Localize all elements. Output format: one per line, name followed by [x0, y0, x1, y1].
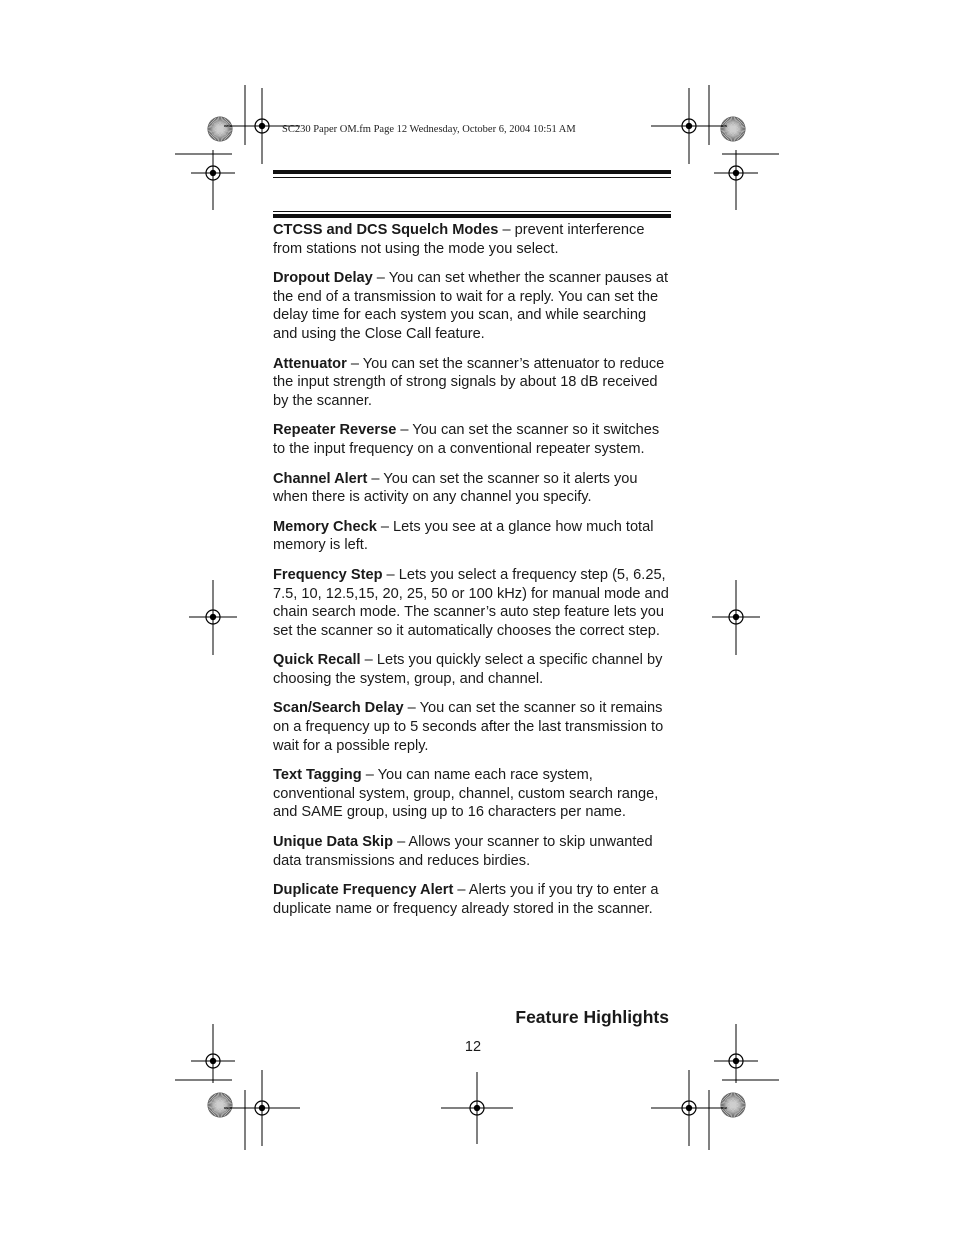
feature-title: Channel Alert	[273, 470, 368, 487]
top-rule-thick	[273, 170, 671, 174]
feature-item	[273, 518, 673, 555]
feature-description: – Alerts you if you try to enter a duplicate name or frequency already stored in the scanner.	[273, 882, 659, 917]
feature-title: Memory Check	[273, 518, 377, 535]
feature-item	[273, 269, 673, 343]
feature-item	[273, 766, 673, 822]
registration-mark-center	[474, 1105, 480, 1111]
feature-item	[273, 470, 673, 507]
section-title: Feature Highlights	[515, 1007, 669, 1027]
feature-title: Dropout Delay	[273, 270, 373, 287]
feature-title: Unique Data Skip	[273, 834, 394, 851]
feature-item	[273, 881, 673, 918]
feature-description: – You can set the scanner so it remains on a frequency up to 5 seconds after the last transmission to wait for a possible reply.	[273, 700, 664, 754]
section-rule-thin	[273, 211, 671, 212]
feature-list	[273, 221, 673, 929]
feature-title: Repeater Reverse	[273, 422, 397, 439]
feature-description: – Allows your scanner to skip unwanted data transmissions and reduces birdies.	[273, 834, 653, 869]
feature-item	[273, 651, 673, 688]
feature-title: Attenuator	[273, 355, 347, 372]
section-rule-thick	[273, 214, 671, 218]
feature-title: Frequency Step	[273, 566, 383, 583]
feature-description: – You can set the scanner so it switches to the input frequency on a conventional repeater system.	[273, 422, 660, 457]
feature-title: Duplicate Frequency Alert	[273, 882, 454, 899]
feature-description: – You can set whether the scanner pauses at the end of a transmission to wait for a reply. You can set the delay time for each system you scan, and while searching and using the Close Call feature.	[273, 270, 669, 342]
feature-title: Text Tagging	[273, 767, 362, 784]
top-rule-thin	[273, 177, 671, 178]
feature-item	[273, 355, 673, 411]
feature-description: – You can name each race system, conventional system, group, channel, custom search range, and SAME group, using up to 16 characters per name.	[273, 767, 659, 821]
feature-description: – You can set the scanner so it alerts you when there is activity on any channel you specify.	[273, 470, 638, 506]
feature-item	[273, 421, 673, 458]
print-header: SC230 Paper OM.fm Page 12 Wednesday, October 6, 2004 10:51 AM	[282, 124, 576, 135]
feature-title: CTCSS and DCS Squelch Modes	[273, 222, 499, 238]
feature-description: – Lets you select a frequency step (5, 6.25, 7.5, 10, 12.5,15, 20, 25, 50 or 100 kHz) for manual mode and chain search mode. The scanner’s auto step feature lets you set the scanner so it automatically chooses the correct step.	[273, 566, 669, 639]
registration-mark-center	[686, 1105, 692, 1111]
feature-item	[273, 833, 673, 870]
feature-description: – prevent interference from stations not using the mode you select.	[273, 222, 645, 257]
feature-description: – You can set the scanner’s attenuator to reduce the input strength of strong signals by about 18 dB received by the scanner.	[273, 355, 665, 409]
page-number: 12	[464, 1039, 482, 1055]
feature-title: Scan/Search Delay	[273, 700, 404, 717]
feature-item	[273, 566, 673, 640]
registration-mark-center	[686, 123, 692, 129]
registration-mark-center	[259, 123, 265, 129]
feature-item	[273, 699, 673, 755]
registration-mark-center	[259, 1105, 265, 1111]
feature-item	[273, 221, 673, 258]
feature-title: Quick Recall	[273, 652, 361, 669]
feature-description: – Lets you see at a glance how much total memory is left.	[273, 518, 654, 554]
feature-description: – Lets you quickly select a specific channel by choosing the system, group, and channel.	[273, 652, 663, 687]
